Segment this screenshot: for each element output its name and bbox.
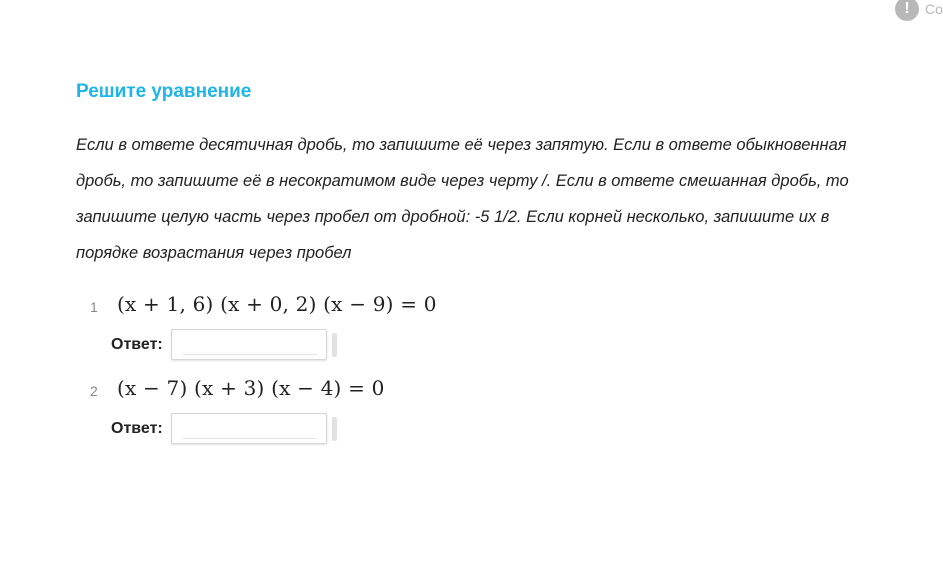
problem-number: 2 — [90, 383, 98, 399]
answer-box[interactable] — [171, 413, 327, 444]
problem-equation: (x + 1, 6) (x + 0, 2) (x − 9) = 0 — [117, 292, 437, 316]
task-title: Решите уравнение — [76, 81, 252, 102]
answer-label: Ответ: — [111, 419, 163, 437]
problem-number: 1 — [90, 299, 98, 315]
exclamation-icon: ! — [895, 0, 919, 21]
answer-input[interactable] — [183, 418, 317, 439]
report-error-label: Co — [925, 1, 943, 17]
answer-resize-handle[interactable] — [332, 333, 337, 357]
answer-box[interactable] — [171, 329, 327, 360]
report-error-link[interactable] — [895, 0, 943, 21]
answer-row — [111, 329, 337, 360]
problem-equation: (x − 7) (x + 3) (x − 4) = 0 — [117, 376, 385, 400]
answer-input[interactable] — [183, 334, 317, 355]
answer-row — [111, 413, 337, 444]
answer-label: Ответ: — [111, 335, 163, 353]
task-instruction: Если в ответе десятичная дробь, то запишите её через запятую. Если в ответе обыкновенная дробь, то запишите её в несократимом виде через черту /. Если в ответе смешанная дробь, то запишите целую часть через пробел от дробной: -5 1/2. Если корней несколько, запишите их в порядке возрастания через пробел — [76, 136, 849, 262]
answer-resize-handle[interactable] — [332, 417, 337, 441]
